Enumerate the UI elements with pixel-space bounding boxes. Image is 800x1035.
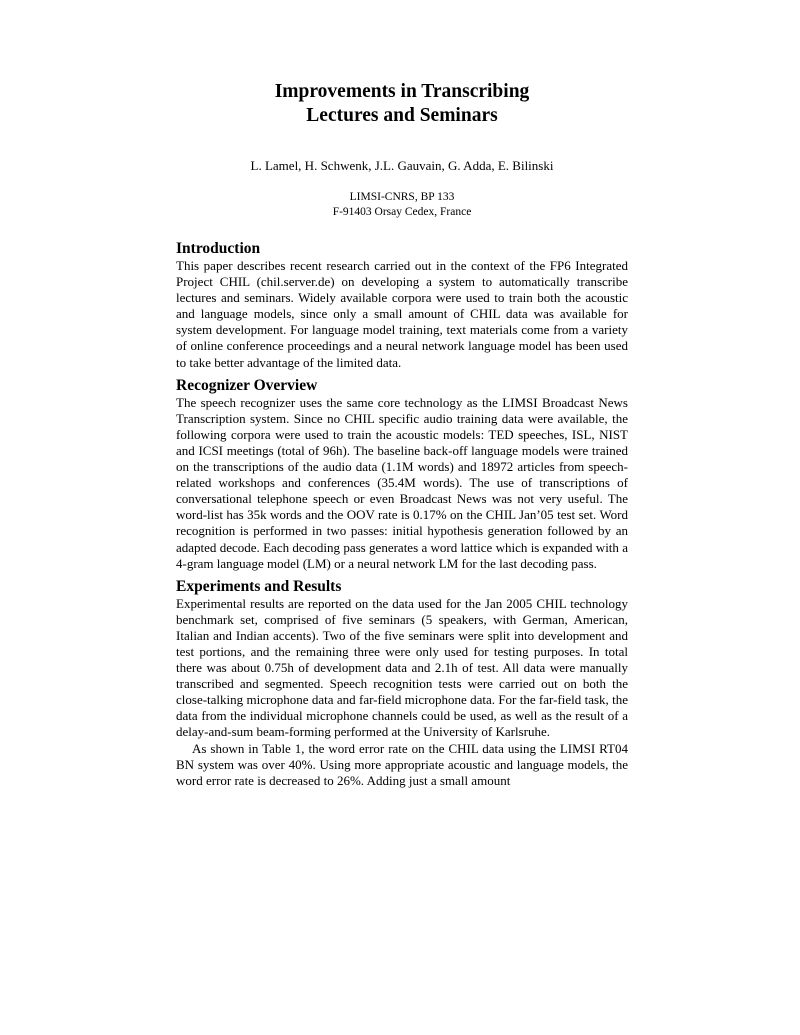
- paper-title: [176, 80, 628, 128]
- author-list: L. Lamel, H. Schwenk, J.L. Gauvain, G. Adda, E. Bilinski: [250, 158, 554, 173]
- section-heading-introduction: Introduction: [176, 240, 261, 257]
- experiments-paragraph-1: Experimental results are reported on the data used for the Jan 2005 CHIL technology benchmark set, comprised of five seminars (5 speakers, with German, American, Italian and Indian accents). Two of the five seminars were split into development and test portions, and the remaining three were only used for testing purposes. In total there was about 0.75h of development data and 2.1h of test. All data were manually transcribed and segmented. Speech recognition tests were carried out on both the close-talking microphone data and far-field microphone data. For the far-field task, the data from the individual microphone channels could be used, as well as the result of a delay-and-sum beam-forming performed at the University of Karlsruhe.: [176, 595, 628, 740]
- section-heading-experiments-and-results: Experiments and Results: [176, 577, 342, 595]
- section-heading-recognizer-overview: Recognizer Overview: [176, 376, 318, 394]
- recognizer-overview-paragraph: The speech recognizer uses the same core technology as the LIMSI Broadcast News Transcription system. Since no CHIL specific audio training data were available, the following corpora were used to train the acoustic models: TED speeches, ISL, NIST and ICSI meetings (total of 96h). The baseline back-off language models were trained on the transcriptions of the audio data (1.1M words) and 18972 articles from speech-related workshops and conferences (35.4M words). The use of transcriptions of conversational telephone speech or even Broadcast News was not very useful. The word-list has 35k words and the OOV rate is 0.17% on the CHIL Jan’05 test set. Word recognition is performed in two passes: initial hypothesis generation followed by an adapted decode. Each decoding pass generates a word lattice which is expanded with a 4-gram language model (LM) or a neural network LM for the last decoding pass.: [176, 394, 628, 571]
- affiliation-line-2: F-91403 Orsay Cedex, France: [332, 206, 472, 218]
- paper-title-line-1: Improvements in Transcribing: [274, 81, 530, 102]
- affiliation: [176, 190, 628, 220]
- experiments-paragraph-2: As shown in Table 1, the word error rate on the CHIL data using the LIMSI RT04 BN system was over 40%. Using more appropriate acoustic and language models, the word error rate is decreased to 26%. Adding just a small amount: [176, 740, 628, 788]
- paper-page: [176, 80, 628, 789]
- introduction-paragraph: This paper describes recent research carried out in the context of the FP6 Integrated Project CHIL (chil.server.de) on developing a system to automatically transcribe lectures and seminars. Widely available corpora were used to train both the acoustic and language models, since only a small amount of CHIL data was available for system development. For language model training, text materials come from a variety of online conference proceedings and a neural network language model has been used to take better advantage of the limited data.: [176, 258, 628, 370]
- paper-title-line-2: Lectures and Seminars: [306, 105, 498, 126]
- affiliation-line-1: LIMSI-CNRS, BP 133: [349, 191, 455, 203]
